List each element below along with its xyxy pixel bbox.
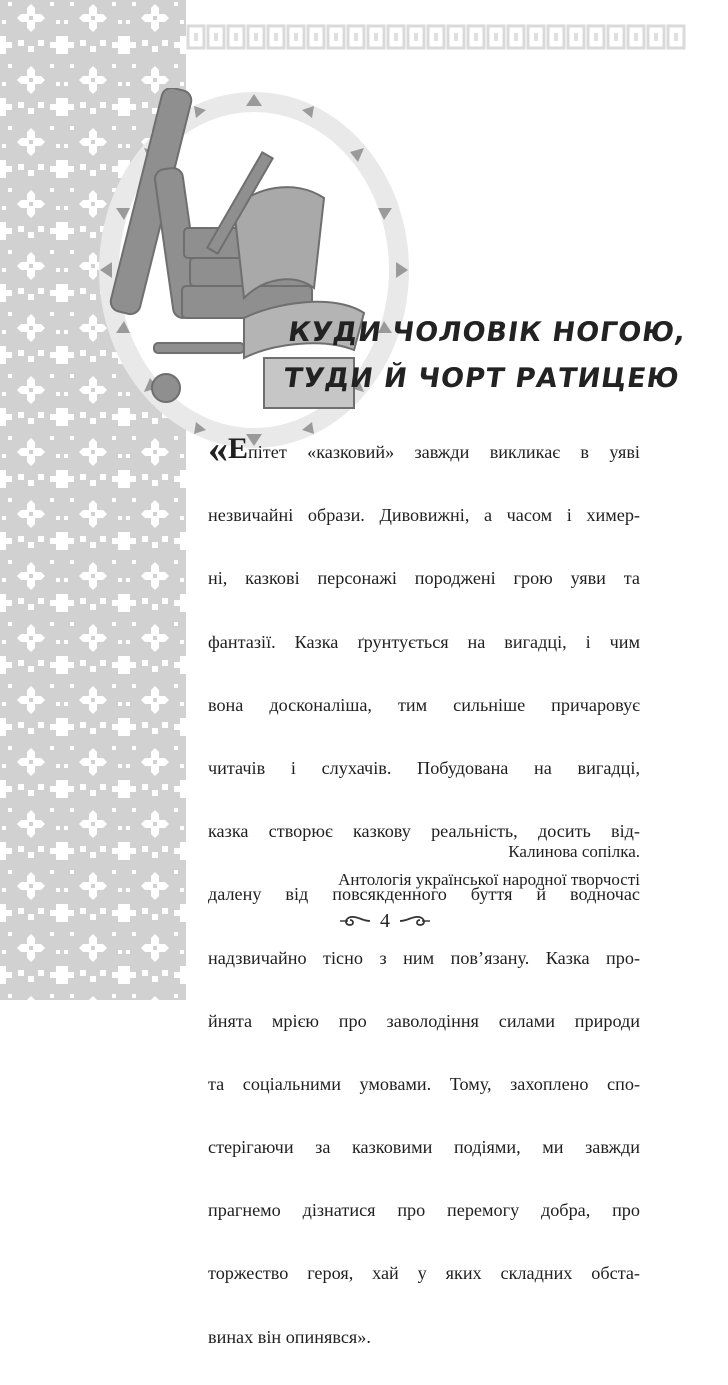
page-footer (330, 906, 440, 936)
quote-line-4: фантазії. Казка ґрунтується на вигадці, і чим (208, 631, 640, 652)
dropcap-quote-mark: « (208, 426, 228, 471)
quote-line-2: незвичайні образи. Дивовижні, а часом і химер- (208, 505, 640, 526)
title-line-1: КУДИ ЧОЛОВІК НОГОЮ, (286, 317, 689, 348)
quote-line-10: йнята мрією про заволодіння силами природи (208, 1010, 640, 1031)
quote-line-8: далену від повсякденного буття й водночас (208, 884, 640, 905)
article-title (279, 310, 690, 402)
quote-line-15: винах він опинявся». (208, 1326, 371, 1347)
quote-line-1 (208, 426, 640, 500)
source-subtitle: Антологія української народної творчості (338, 870, 640, 889)
quote-line-14: торжество героя, хай у яких складних обста- (208, 1263, 640, 1284)
quote-line-5: вона досконаліша, тим сильніше причаровує (208, 694, 640, 715)
quote-line-13: прагнемо дізнатися про перемогу добра, про (208, 1200, 640, 1221)
top-ornament-band (186, 22, 686, 52)
quote-line-12: стерігаючи за казковими подіями, ми завжди (208, 1137, 640, 1158)
quote-line-1-text: пітет «казковий» завжди викликає в уяві (248, 442, 640, 462)
quote-line-7: казка створює казкову реальність, досить від- (208, 821, 640, 842)
quote-line-3: ні, казкові персонажі породжені грою уяви та (208, 568, 640, 589)
page-number: 4 (380, 909, 390, 932)
left-flourish-icon (338, 914, 372, 928)
quote-line-6: читачів і слухачів. Побудована на вигадці, (208, 757, 640, 778)
top-ornament-pattern-icon (186, 22, 686, 52)
quote-line-11: та соціальними умовами. Тому, захоплено спо- (208, 1073, 640, 1094)
source-title: Калинова сопілка. (508, 842, 640, 861)
quote-source (338, 838, 640, 894)
quote-line-9: надзвичайно тісно з ним пов’язану. Казка про- (208, 947, 640, 968)
right-flourish-icon (398, 914, 432, 928)
title-line-2: ТУДИ Й ЧОРТ РАТИЦЕЮ (281, 363, 682, 394)
dropcap-letter: Е (228, 432, 249, 465)
